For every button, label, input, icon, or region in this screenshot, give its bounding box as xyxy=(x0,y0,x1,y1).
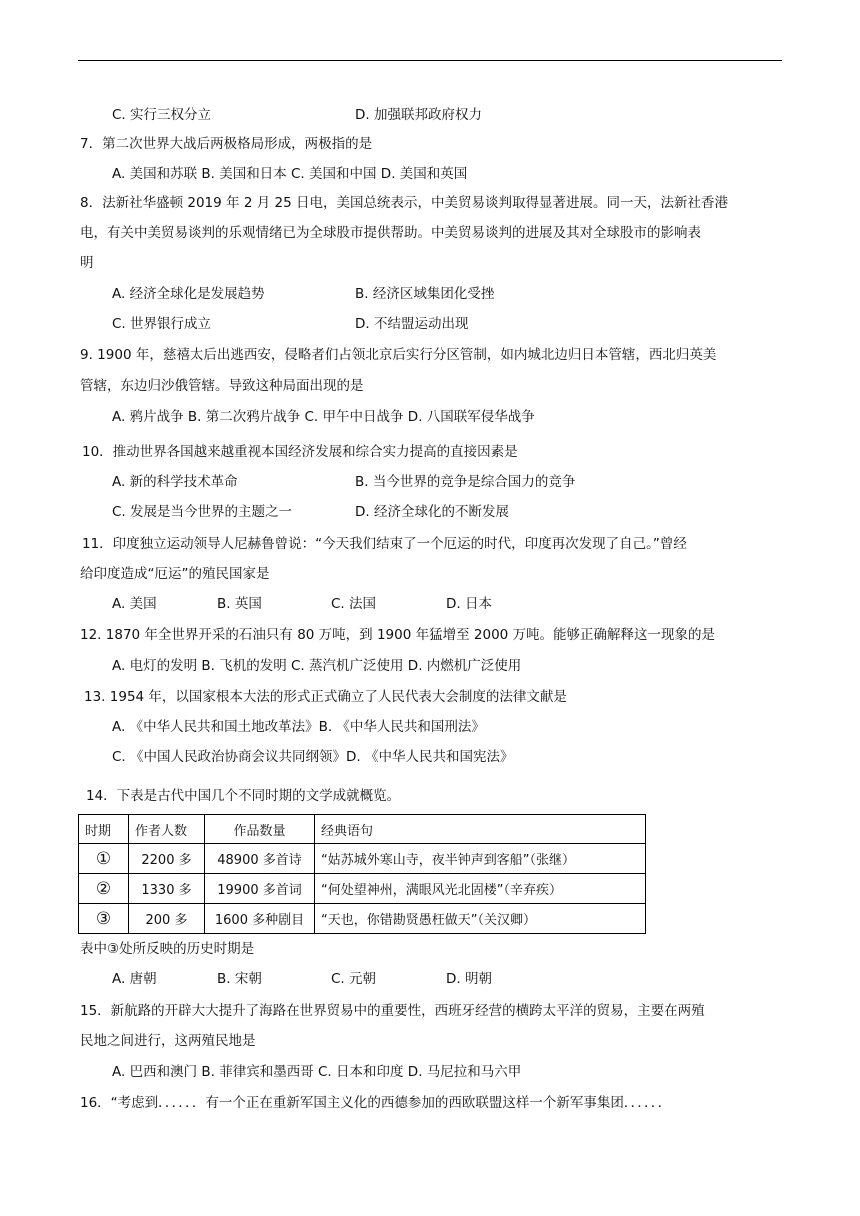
q14-option-d: D. 明朝 xyxy=(446,971,492,987)
q11-option-d: D. 日本 xyxy=(446,596,492,612)
q11-option-b: B. 英国 xyxy=(217,596,262,612)
q9-options: A. 鸦片战争 B. 第二次鸦片战争 C. 甲午中日战争 D. 八国联军侵华战争 xyxy=(112,409,535,425)
q13-options-cd: C. 《中国人民政治协商会议共同纲领》D. 《中华人民共和国宪法》 xyxy=(112,749,514,765)
q14-followup: 表中③处所反映的历史时期是 xyxy=(80,941,255,957)
q8-option-b: B. 经济区域集团化受挫 xyxy=(355,286,495,302)
q14-stem: 14．下表是古代中国几个不同时期的文学成就概览。 xyxy=(86,788,401,804)
q15-options: A. 巴西和澳门 B. 菲律宾和墨西哥 C. 日本和印度 D. 马尼拉和马六甲 xyxy=(112,1064,522,1080)
q13-options-ab: A. 《中华人民共和国土地改革法》B. 《中华人民共和国刑法》 xyxy=(112,719,485,735)
q13-stem: 13. 1954 年，以国家根本大法的形式正式确立了人民代表大会制度的法律文献是 xyxy=(84,689,567,705)
table-header-authors: 作者人数 xyxy=(129,815,205,844)
q6-option-c: C. 实行三权分立 xyxy=(112,107,212,123)
table-cell-authors: 2200 多 xyxy=(129,844,205,874)
table-header-period: 时期 xyxy=(79,815,129,844)
q9-stem-line-2: 管辖，东边归沙俄管辖。导致这种局面出现的是 xyxy=(80,378,364,394)
q8-stem-line-3: 明 xyxy=(80,255,94,271)
q11-stem-line-2: 给印度造成“厄运”的殖民国家是 xyxy=(80,566,270,582)
q10-stem: 10．推动世界各国越来越重视本国经济发展和综合实力提高的直接因素是 xyxy=(82,444,518,460)
header-rule xyxy=(78,60,782,61)
table-cell-works: 19900 多首词 xyxy=(205,874,315,904)
table-cell-authors: 1330 多 xyxy=(129,874,205,904)
table-cell-works: 1600 多种剧目 xyxy=(205,904,315,934)
q14-option-b: B. 宋朝 xyxy=(217,971,262,987)
table-cell-quote: “何处望神州，满眼风光北固楼”（辛弃疾） xyxy=(315,874,646,904)
q15-stem-line-2: 民地之间进行，这两殖民地是 xyxy=(80,1033,256,1049)
q11-option-c: C. 法国 xyxy=(331,596,377,612)
table-row xyxy=(79,874,646,904)
q8-stem-line-1: 8．法新社华盛顿 2019 年 2 月 25 日电，美国总统表示，中美贸易谈判取得显著进展。同一天，法新社香港 xyxy=(80,195,728,211)
q10-option-c: C. 发展是当今世界的主题之一 xyxy=(112,504,293,520)
table-header-quotes: 经典语句 xyxy=(315,815,646,844)
table-row xyxy=(79,904,646,934)
table-cell-works: 48900 多首诗 xyxy=(205,844,315,874)
q6-option-d: D. 加强联邦政府权力 xyxy=(355,107,482,123)
table-row xyxy=(79,844,646,874)
literature-table xyxy=(78,814,646,934)
q16-stem-line-1: 16．“考虑到．．．．．．有一个正在重新军国主义化的西德参加的西欧联盟这样一个新军事集团．．．．．． xyxy=(80,1095,672,1111)
table-cell-quote: “姑苏城外寒山寺，夜半钟声到客船”（张继） xyxy=(315,844,646,874)
q12-options: A. 电灯的发明 B. 飞机的发明 C. 蒸汽机广泛使用 D. 内燃机广泛使用 xyxy=(112,658,522,674)
q7-options: A. 美国和苏联 B. 美国和日本 C. 美国和中国 D. 美国和英国 xyxy=(112,166,468,182)
q10-option-b: B. 当今世界的竞争是综合国力的竞争 xyxy=(355,474,576,490)
table-cell-authors: 200 多 xyxy=(129,904,205,934)
q11-stem-line-1: 11．印度独立运动领导人尼赫鲁曾说：“今天我们结束了一个厄运的时代，印度再次发现了自己。”曾经 xyxy=(82,536,687,552)
q8-option-d: D. 不结盟运动出现 xyxy=(355,316,469,332)
q15-stem-line-1: 15．新航路的开辟大大提升了海路在世界贸易中的重要性，西班牙经营的横跨太平洋的贸易，主要在两殖 xyxy=(80,1003,705,1019)
q11-option-a: A. 美国 xyxy=(112,596,157,612)
q8-stem-line-2: 电，有关中美贸易谈判的乐观情绪已为全球股市提供帮助。中美贸易谈判的进展及其对全球股市的影响表 xyxy=(80,225,701,241)
q10-option-a: A. 新的科学技术革命 xyxy=(112,474,238,490)
q8-option-a: A. 经济全球化是发展趋势 xyxy=(112,286,265,302)
q7-stem: 7．第二次世界大战后两极格局形成，两极指的是 xyxy=(80,136,373,152)
q9-stem-line-1: 9. 1900 年，慈禧太后出逃西安，侵略者们占领北京后实行分区管制，如内城北边归日本管辖，西北归英美 xyxy=(80,347,717,363)
q12-stem: 12. 1870 年全世界开采的石油只有 80 万吨，到 1900 年猛增至 2000 万吨。能够正确解释这一现象的是 xyxy=(80,627,716,643)
table-cell-period: ② xyxy=(79,874,129,904)
table-cell-quote: “天也，你错勘贤愚枉做天”（关汉卿） xyxy=(315,904,646,934)
q14-option-c: C. 元朝 xyxy=(331,971,377,987)
q10-option-d: D. 经济全球化的不断发展 xyxy=(355,504,509,520)
table-header-row xyxy=(79,815,646,844)
table-cell-period: ① xyxy=(79,844,129,874)
q8-option-c: C. 世界银行成立 xyxy=(112,316,212,332)
table-cell-period: ③ xyxy=(79,904,129,934)
q14-option-a: A. 唐朝 xyxy=(112,971,157,987)
table-header-works: 作品数量 xyxy=(205,815,315,844)
